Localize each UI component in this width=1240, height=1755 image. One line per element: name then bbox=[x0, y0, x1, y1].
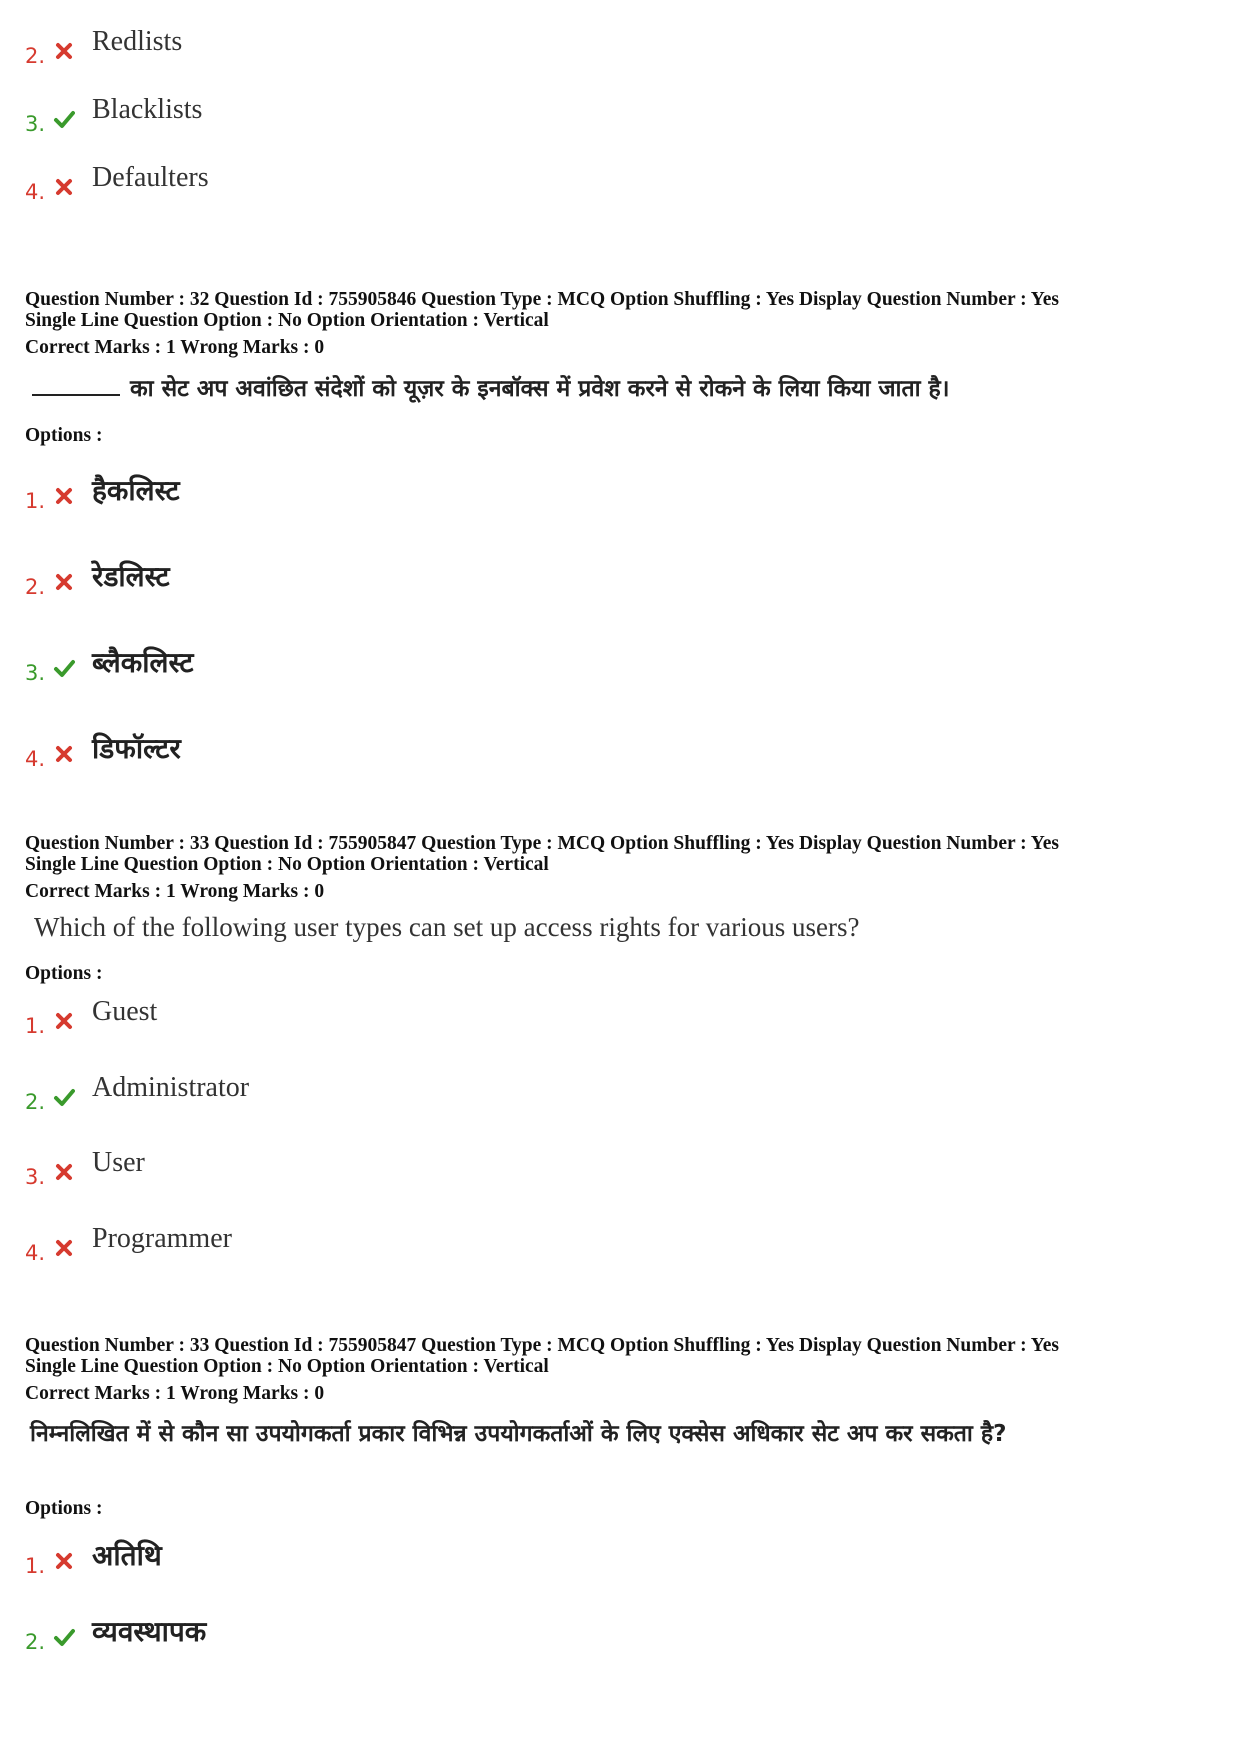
options-label: Options : bbox=[25, 963, 103, 984]
option-text: अतिथि bbox=[92, 1539, 162, 1572]
question-meta bbox=[25, 289, 1220, 331]
question-text bbox=[32, 370, 1227, 408]
blank-line bbox=[32, 394, 120, 396]
option-number: 1. bbox=[25, 1014, 46, 1038]
cross-icon bbox=[53, 1550, 75, 1572]
question-marks: Correct Marks : 1 Wrong Marks : 0 bbox=[25, 1383, 325, 1404]
option-text: Defaulters bbox=[92, 162, 209, 193]
option-text: व्यवस्थापक bbox=[92, 1615, 207, 1648]
cross-icon bbox=[53, 1237, 75, 1259]
option-number: 2. bbox=[25, 1090, 46, 1114]
option-text: डिफॉल्टर bbox=[92, 732, 181, 765]
cross-icon bbox=[53, 485, 75, 507]
cross-icon bbox=[53, 40, 75, 62]
question-meta bbox=[25, 1335, 1220, 1377]
meta-line: Question Number : 33 Question Id : 755905847 Question Type : MCQ Option Shuffling : Yes Display Question Number : Yes bbox=[25, 1335, 1059, 1356]
option-text: Blacklists bbox=[92, 94, 203, 125]
option-number: 2. bbox=[25, 575, 46, 599]
question-text: निम्नलिखित में से कौन सा उपयोगकर्ता प्रकार विभिन्न उपयोगकर्ताओं के लिए एक्सेस अधिकार सेट अप कर सकता है? bbox=[30, 1421, 1007, 1447]
check-icon bbox=[53, 657, 75, 679]
meta-line: Single Line Question Option : No Option Orientation : Vertical bbox=[25, 1356, 549, 1377]
meta-line: Single Line Question Option : No Option Orientation : Vertical bbox=[25, 310, 549, 331]
cross-icon bbox=[53, 743, 75, 765]
option-text: हैकलिस्ट bbox=[92, 474, 180, 507]
option-number: 3. bbox=[25, 112, 46, 136]
option-text: ब्लैकलिस्ट bbox=[92, 646, 194, 679]
option-number: 3. bbox=[25, 1165, 46, 1189]
cross-icon bbox=[53, 1161, 75, 1183]
check-icon bbox=[53, 1626, 75, 1648]
question-text-content: का सेट अप अवांछित संदेशों को यूज़र के इनबॉक्स में प्रवेश करने से रोकने के लिया किया जाता है। bbox=[130, 376, 950, 402]
option-number: 2. bbox=[25, 44, 46, 68]
check-icon bbox=[53, 1086, 75, 1108]
options-label: Options : bbox=[25, 425, 103, 446]
meta-line: Question Number : 32 Question Id : 755905846 Question Type : MCQ Option Shuffling : Yes Display Question Number : Yes bbox=[25, 289, 1059, 310]
option-text: Programmer bbox=[92, 1223, 232, 1254]
option-number: 3. bbox=[25, 661, 46, 685]
option-number: 1. bbox=[25, 1554, 46, 1578]
cross-icon bbox=[53, 571, 75, 593]
option-text: Redlists bbox=[92, 26, 183, 57]
question-text: Which of the following user types can set up access rights for various users? bbox=[34, 912, 860, 942]
option-number: 4. bbox=[25, 180, 46, 204]
question-meta bbox=[25, 833, 1220, 875]
question-marks: Correct Marks : 1 Wrong Marks : 0 bbox=[25, 881, 325, 902]
option-number: 1. bbox=[25, 489, 46, 513]
question-marks: Correct Marks : 1 Wrong Marks : 0 bbox=[25, 337, 325, 358]
cross-icon bbox=[53, 1010, 75, 1032]
option-number: 4. bbox=[25, 1241, 46, 1265]
option-number: 2. bbox=[25, 1630, 46, 1654]
option-text: रेडलिस्ट bbox=[92, 560, 170, 593]
cross-icon bbox=[53, 176, 75, 198]
option-text: User bbox=[92, 1147, 145, 1178]
meta-line: Single Line Question Option : No Option Orientation : Vertical bbox=[25, 854, 549, 875]
option-number: 4. bbox=[25, 747, 46, 771]
options-label: Options : bbox=[25, 1498, 103, 1519]
meta-line: Question Number : 33 Question Id : 755905847 Question Type : MCQ Option Shuffling : Yes Display Question Number : Yes bbox=[25, 833, 1059, 854]
option-text: Guest bbox=[92, 996, 158, 1027]
check-icon bbox=[53, 108, 75, 130]
option-text: Administrator bbox=[92, 1072, 250, 1103]
